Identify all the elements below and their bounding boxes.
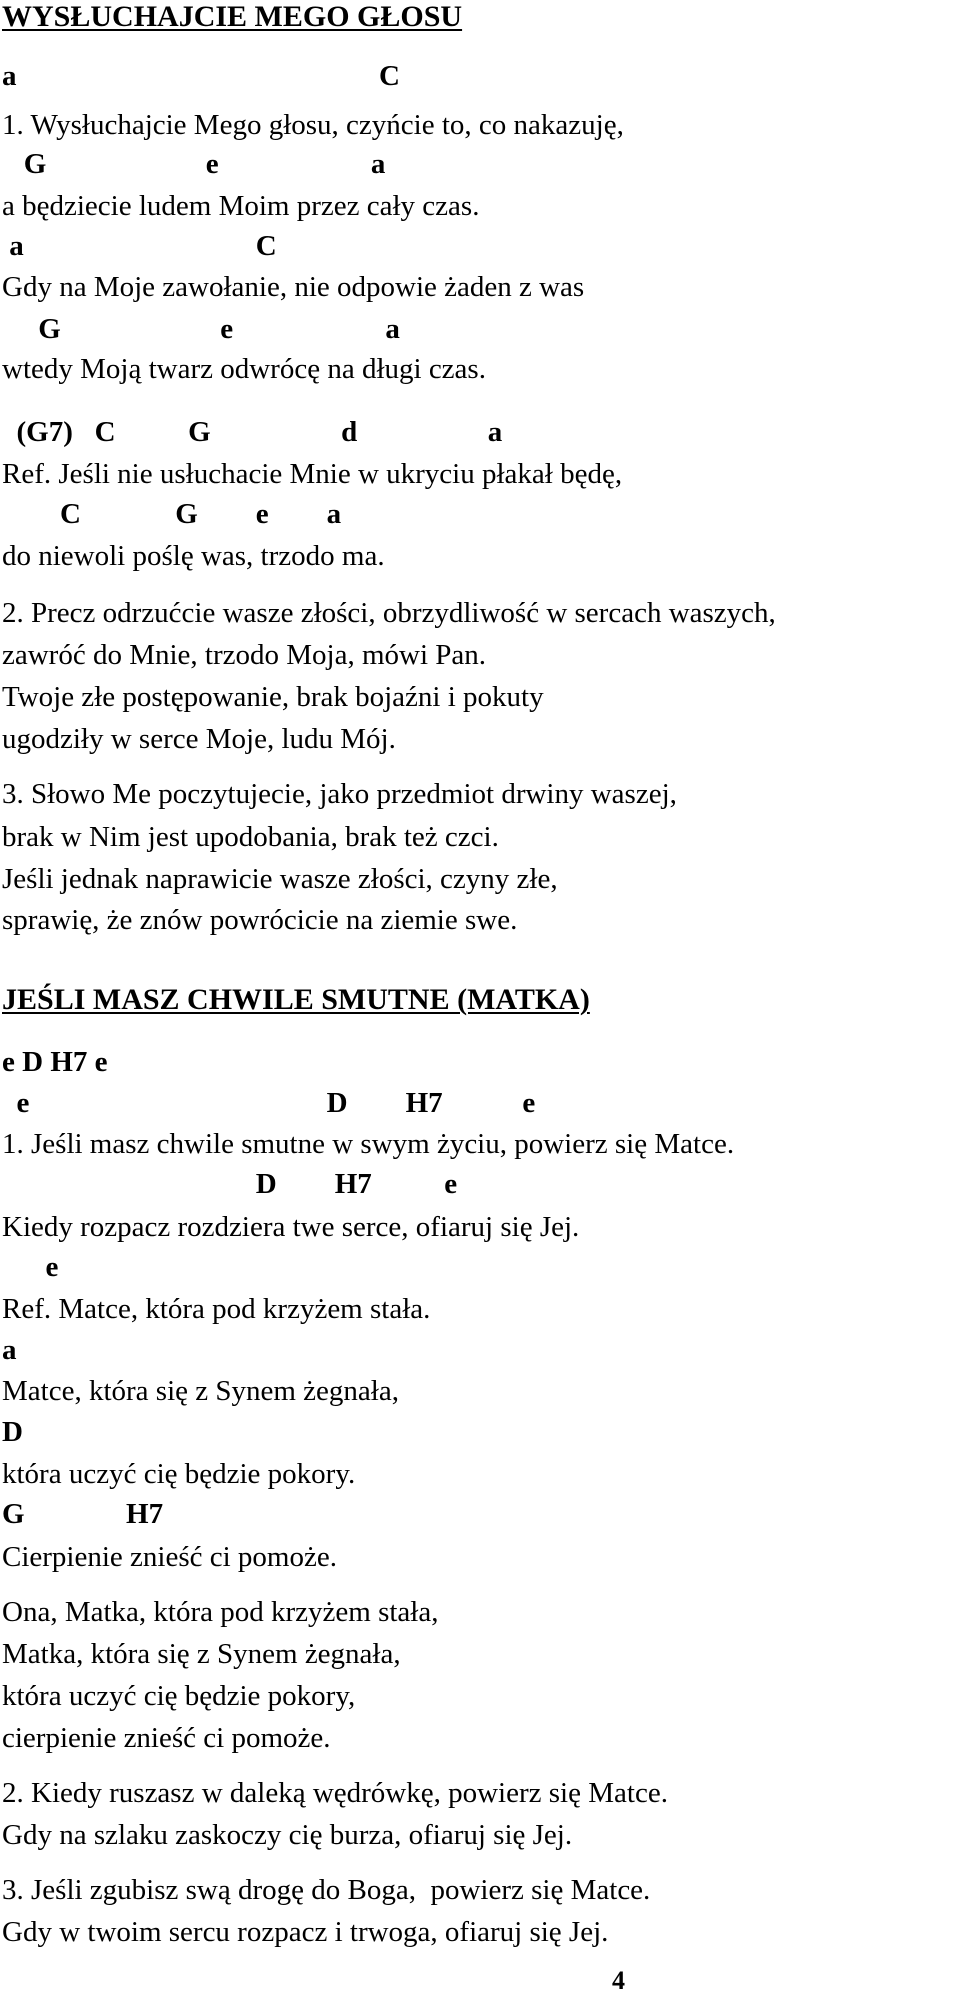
chord-line: D H7 e [2, 1168, 458, 1200]
lyric-line: 1. Jeśli masz chwile smutne w swym życiu, powierz się Matce. [2, 1128, 735, 1160]
page-number: 4 [612, 1966, 625, 1995]
lyric-line: Matka, która się z Synem żegnała, [2, 1638, 401, 1670]
lyric-line: brak w Nim jest upodobania, brak też czci. [2, 821, 499, 853]
lyric-line: Gdy w twoim sercu rozpacz i trwoga, ofiaruj się Jej. [2, 1916, 609, 1948]
song-title-2: JEŚLI MASZ CHWILE SMUTNE (MATKA) [2, 983, 590, 1016]
chord-line: e [2, 1251, 59, 1283]
lyric-line: zawróć do Mnie, trzodo Moja, mówi Pan. [2, 639, 487, 671]
chord-line: G H7 [2, 1498, 164, 1530]
lyric-line: Jeśli jednak naprawicie wasze złości, czyny złe, [2, 863, 558, 895]
lyric-line: Gdy na Moje zawołanie, nie odpowie żaden z was [2, 271, 585, 303]
chord-line: a C [2, 230, 277, 262]
song-title-1: WYSŁUCHAJCIE MEGO GŁOSU [2, 0, 463, 33]
lyric-line: Kiedy rozpacz rozdziera twe serce, ofiaruj się Jej. [2, 1211, 580, 1243]
lyric-line: 2. Precz odrzućcie wasze złości, obrzydliwość w sercach waszych, [2, 597, 776, 629]
lyric-line: która uczyć cię będzie pokory, [2, 1680, 356, 1712]
chord-line: a C [2, 60, 400, 92]
chord-line: C G e a [2, 498, 342, 530]
lyric-line: Ona, Matka, która pod krzyżem stała, [2, 1596, 439, 1628]
lyric-line: 3. Jeśli zgubisz swą drogę do Boga, powierz się Matce. [2, 1874, 651, 1906]
lyric-line: 2. Kiedy ruszasz w daleką wędrówkę, powierz się Matce. [2, 1777, 668, 1809]
lyric-line: sprawię, że znów powrócicie na ziemie swe. [2, 904, 518, 936]
chord-line: e D H7 e [2, 1087, 536, 1119]
chord-line: G e a [2, 313, 400, 345]
lyric-line: która uczyć cię będzie pokory. [2, 1458, 356, 1490]
lyric-line: Gdy na szlaku zaskoczy cię burza, ofiaruj się Jej. [2, 1819, 573, 1851]
chord-line: (G7) C G d a [2, 416, 503, 448]
chord-line: D [2, 1416, 23, 1448]
chord-line: e D H7 e [2, 1046, 108, 1078]
lyric-line: Ref. Matce, która pod krzyżem stała. [2, 1293, 431, 1325]
lyric-line: ugodziły w serce Moje, ludu Mój. [2, 723, 396, 755]
lyric-line: cierpienie znieść ci pomoże. [2, 1722, 331, 1754]
chord-line: a [2, 1334, 17, 1366]
lyric-line: Ref. Jeśli nie usłuchacie Mnie w ukryciu płakał będę, [2, 458, 623, 490]
lyric-line: Twoje złe postępowanie, brak bojaźni i pokuty [2, 681, 544, 713]
chord-line: G e a [2, 148, 386, 180]
lyric-line: 3. Słowo Me poczytujecie, jako przedmiot drwiny waszej, [2, 778, 677, 810]
lyric-line: 1. Wysłuchajcie Mego głosu, czyńcie to, co nakazuję, [2, 109, 624, 141]
lyric-line: Cierpienie znieść ci pomoże. [2, 1541, 337, 1573]
lyric-line: a będziecie ludem Moim przez cały czas. [2, 190, 480, 222]
lyric-line: Matce, która się z Synem żegnała, [2, 1375, 399, 1407]
lyric-line: do niewoli poślę was, trzodo ma. [2, 540, 385, 572]
lyric-line: wtedy Moją twarz odwrócę na długi czas. [2, 353, 486, 385]
